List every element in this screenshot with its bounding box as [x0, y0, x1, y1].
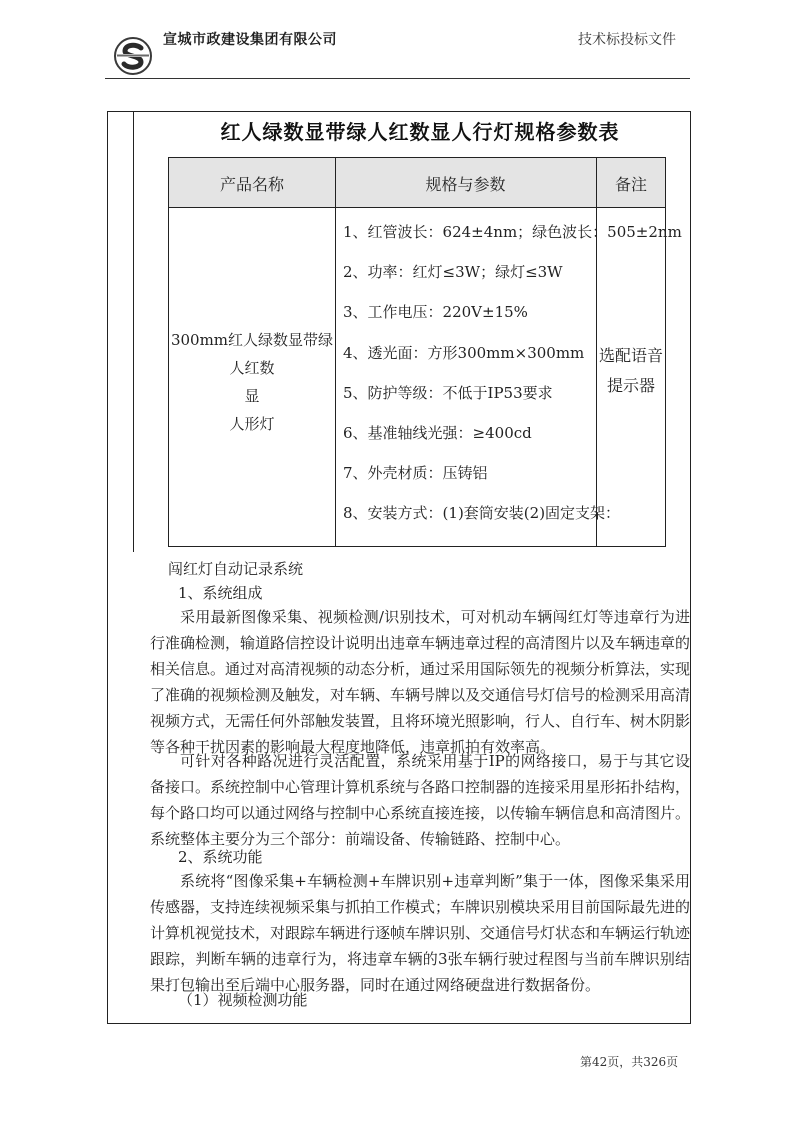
spec-item: 7、外壳材质：压铸铝 — [343, 464, 488, 483]
spec-item: 4、透光面：方形300mm×300mm — [343, 343, 585, 362]
paragraph: 可针对各种路况进行灵活配置，系统采用基于IP的网络接口，易于与其它设备接口。系统控制中心管理计算机系统与各路口控制器的连接采用星形拓扑结构，每个路口均可以通过网络与控制中心系统直接连接，以传输车辆信息和高清图片。系统整体主要分为三个部分：前端设备、传输链路、控制中心。 — [150, 752, 691, 848]
spec-table — [168, 157, 682, 547]
table-header-row — [169, 158, 665, 208]
spec-item: 2、功率：红灯≤3W；绿灯≤3W — [343, 263, 563, 282]
spec-item: 6、基准轴线光强：≥400cd — [343, 423, 532, 442]
header-specs: 规格与参数 — [425, 175, 506, 194]
paragraph: 系统将“图像采集+车辆检测+车牌识别+违章判断”集于一体，图像采集采用传感器，支持连续视频采集与抓拍工作模式；车牌识别模块采用目前国际最先进的计算机视觉技术，对跟踪车辆进行逐帧车牌识别、交通信号灯状态和车辆运行轨迹跟踪，判断车辆的违章行为，将违章车辆的3张车辆行驶过程图与当前车牌识别结果打包输出至后端中心服务器，同时在通过网络硬盘进行数据备份。 — [150, 872, 691, 994]
spec-item: 5、防护等级：不低于IP53要求 — [343, 383, 553, 402]
product-name-line: 人形灯 — [229, 415, 275, 433]
product-name-cell — [169, 326, 335, 438]
frame-inner-line — [133, 111, 134, 552]
note-cell — [596, 341, 666, 401]
document-type: 技术标投标文件 — [578, 32, 676, 48]
note-line: 选配语音 — [598, 346, 663, 365]
product-name-line: 显 — [244, 387, 260, 405]
header-product-name: 产品名称 — [219, 175, 284, 194]
spec-item: 8、安装方式：(1)套筒安装(2)固定支架： — [343, 504, 621, 523]
company-logo-icon — [113, 36, 153, 76]
heading-system-composition: 1、系统组成 — [178, 584, 263, 602]
page-number: 第42页，共326页 — [580, 1055, 679, 1069]
header-notes: 备注 — [614, 175, 647, 194]
spec-item: 3、工作电压：220V±15% — [343, 303, 528, 322]
column-divider — [335, 158, 336, 546]
section-title: 闯红灯自动记录系统 — [168, 560, 304, 578]
note-line: 提示器 — [606, 376, 655, 395]
product-name-line: 300mm红人绿数显带绿人红数 — [170, 331, 334, 377]
page-header — [0, 0, 793, 80]
company-name: 宣城市政建设集团有限公司 — [163, 32, 337, 48]
heading-system-functions: 2、系统功能 — [178, 848, 263, 866]
header-divider — [105, 78, 690, 79]
heading-video-detection: （1）视频检测功能 — [178, 991, 308, 1009]
table-title: 红人绿数显带绿人红数显人行灯规格参数表 — [220, 120, 620, 144]
spec-item: 1、红管波长：624±4nm；绿色波长：505±2nm — [343, 223, 682, 241]
paragraph: 采用最新图像采集、视频检测/识别技术，可对机动车辆闯红灯等违章行为进行准确检测，输道路信控设计说明出违章车辆违章过程的高清图片以及车辆违章的相关信息。通过对高清视频的动态分析，通过采用国际领先的视频分析算法，实现了准确的视频检测及触发，对车辆、车辆号牌以及交通信号灯信号的检测采用高清视频方式，无需任何外部触发装置，且将环境光照影响，行人、自行车、树木阴影等各种干扰因素的影响最大程度地降低，违章抓拍有效率高。 — [150, 608, 691, 756]
